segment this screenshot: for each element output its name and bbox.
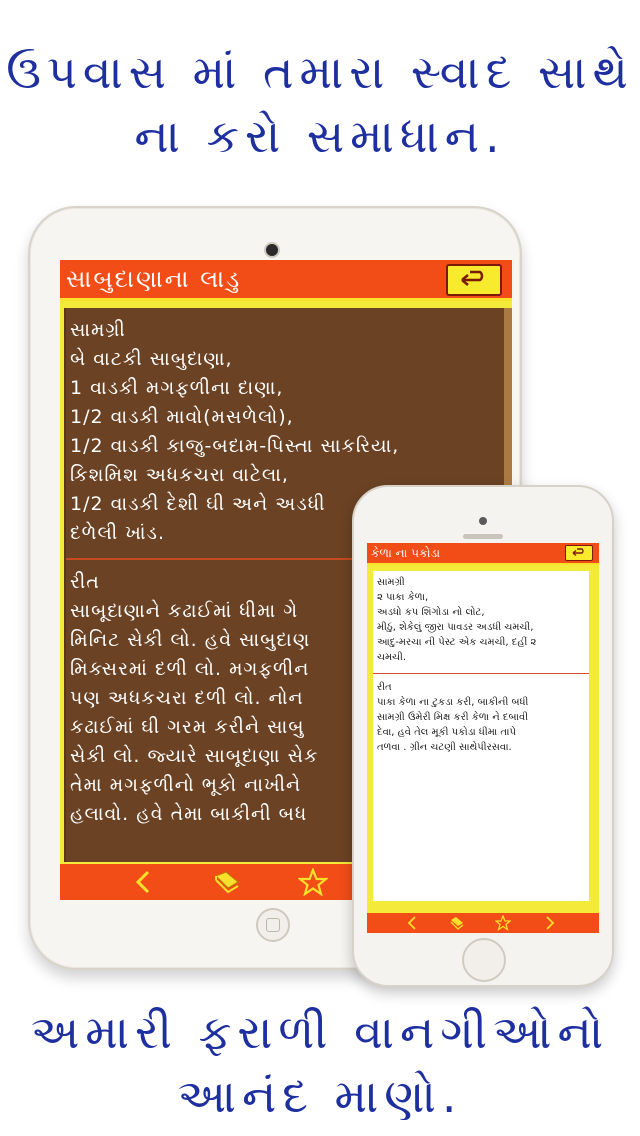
headline-bottom-line1: અમારી ફરાળી વાનગીઓનો [30,1005,610,1059]
headline-top [0,40,640,168]
phone-screen [367,543,599,933]
tablet-divider [66,558,366,560]
phone-speaker [463,534,503,539]
tablet-titlebar [60,260,512,301]
phone-ingredients: સામગ્રી ૨ પાકા કેળા, અડધો કપ શિંગોડા નો લોટ, મીઠું, શેકેલું જીરા પાવડર અડધી ચમચી, આદુ-મરચા ની પેસ્ટ એક ચમચી, દહીં ૨ ચમચી. [377,577,537,663]
phone-method: રીત પાકા કેળા ના ટુકડા કરી, બાકીની બધી સામગ્રી ઉમેરી મિક્ષ કરી કેળા ને દબાવી દેવા, હવે તેલ મૂકી પકોડા ધીમા તાપે તળવા . ગ્રીન ચટણી સાથેપીરસવા. [377,682,529,753]
phone-camera [479,517,487,525]
phone-home-button [462,938,506,982]
phone-titlebar [367,543,599,565]
phone-bottom-bar [367,913,599,933]
headline-top-line2: ના કરો સમાધાન. [134,109,506,163]
back-arrow-icon [572,548,586,558]
phone-recipe-content[interactable] [373,571,589,901]
star-icon[interactable] [495,915,511,931]
headline-bottom [0,1000,640,1128]
star-icon[interactable] [298,868,328,896]
chevron-left-icon[interactable] [130,868,158,896]
phone-divider [373,673,589,674]
tablet-ingredients: સામગ્રી બે વાટકી સાબુદાણા, 1 વાડકી મગફળીના દાણા, 1/2 વાડકી માવો(મસળેલો), 1/2 વાડકી કાજુ-બદામ-પિસ્તા સાકરિયા, કિશમિશ અધકચરા વાટેલા, 1/2 વાડકી દેશી ઘી અને અડધી દળેલી ખાંડ. [70,319,400,544]
tablet-method: રીત સાબૂદાણાને કઢાઈમાં ધીમા ગે મિનિટ સેકી લો. હવે સાબુદાણ મિક્સરમાં દળી લો. મગફળીન પણ અધકચરા દળી લો. નોન કઢાઈમાં ઘી ગરમ કરીને સાબુ સેકી લો. જ્યારે સાબૂદાણા સેક તેમા મગફળીનો ભૂકો નાખીને હલાવો. હવે તેમા બાકીની બધ [70,571,319,825]
chevron-right-icon[interactable] [543,915,557,931]
tablet-camera [266,244,278,256]
book-icon[interactable] [212,868,242,896]
tablet-back-button[interactable] [446,264,502,296]
tablet-recipe-title: સાબુદાણાના લાડુ [66,265,242,293]
phone-recipe-title: કેળા ના પકોડા [371,546,441,560]
book-icon[interactable] [449,915,465,931]
chevron-left-icon[interactable] [405,915,419,931]
back-arrow-icon [460,270,488,290]
phone-back-button[interactable] [565,545,593,561]
phone-device [352,485,614,987]
tablet-home-button [256,908,290,942]
headline-bottom-line2: આનંદ માણો. [177,1069,463,1123]
headline-top-line1: ઉપવાસ માં તમારા સ્વાદ સાથે [6,45,634,99]
